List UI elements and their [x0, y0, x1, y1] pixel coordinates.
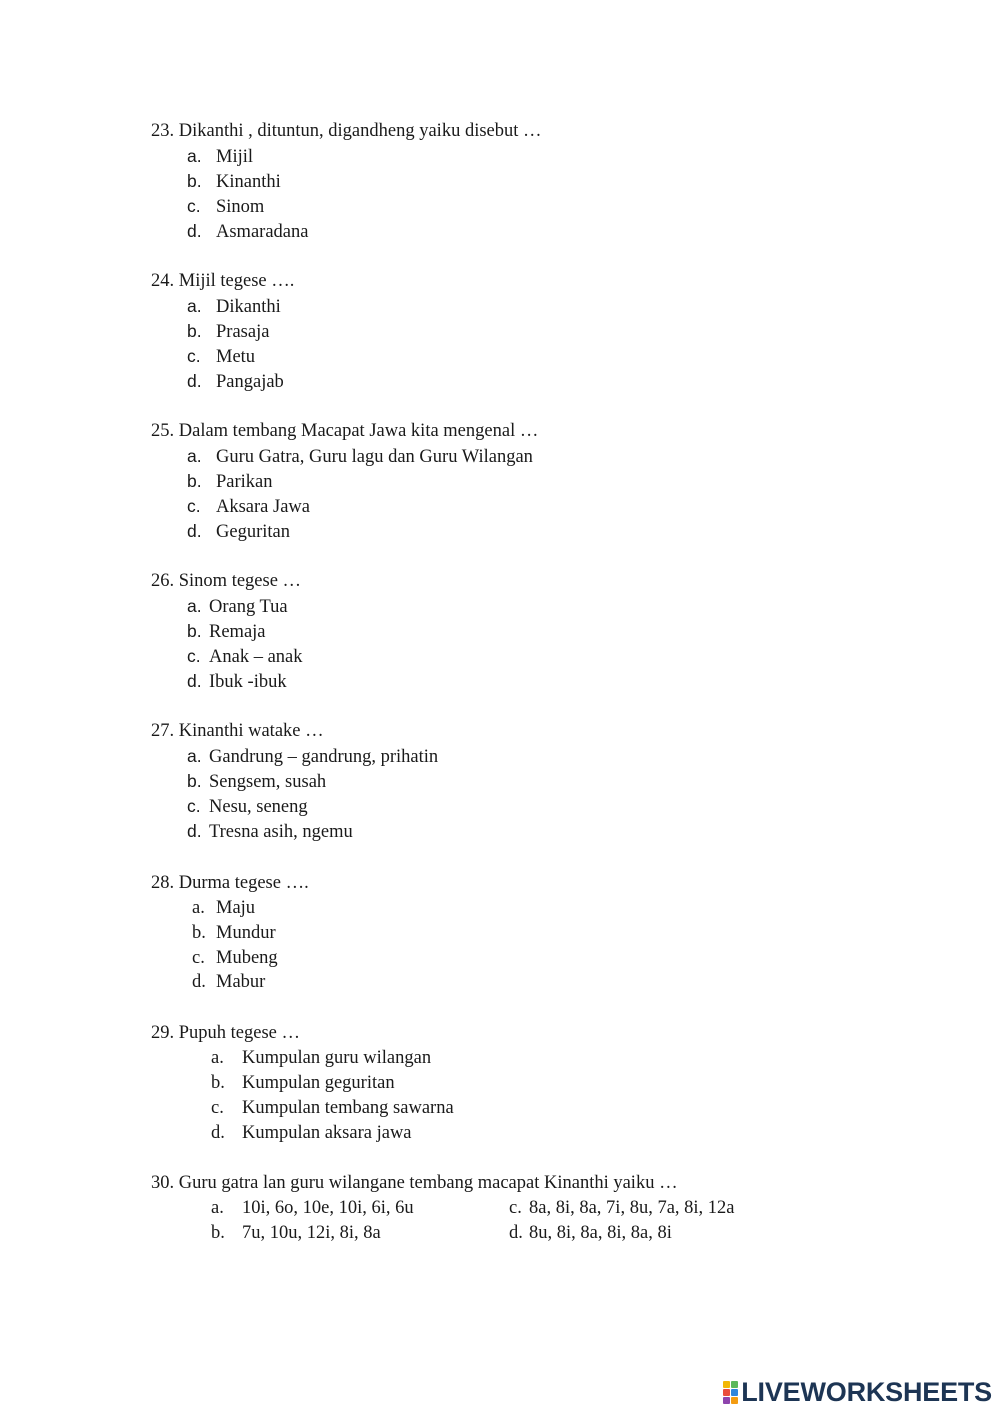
question-27-option-c[interactable]	[187, 794, 308, 820]
option-letter: d.	[187, 371, 202, 391]
option-letter: a.	[187, 746, 202, 766]
question-28-option-a[interactable]	[192, 896, 255, 921]
option-letter: a.	[187, 446, 202, 466]
option-text: Mijil	[216, 147, 254, 167]
option-text: Nesu, seneng	[209, 797, 308, 817]
option-text: Guru Gatra, Guru lagu dan Guru Wilangan	[216, 447, 533, 467]
option-text: Aksara Jawa	[216, 497, 310, 517]
option-text: Kumpulan guru wilangan	[242, 1048, 432, 1068]
option-text: Kumpulan geguritan	[242, 1073, 395, 1093]
question-25-option-d[interactable]	[187, 519, 290, 545]
option-letter: c.	[187, 646, 201, 666]
option-text: Geguritan	[216, 522, 290, 542]
option-letter: b.	[187, 771, 202, 791]
question-26-option-d[interactable]	[187, 669, 287, 695]
question-27-option-a[interactable]	[187, 744, 438, 770]
option-text: Kumpulan aksara jawa	[242, 1123, 412, 1143]
liveworksheets-logo[interactable]	[723, 1377, 992, 1407]
option-text: Dikanthi	[216, 297, 281, 317]
logo-square	[723, 1389, 730, 1396]
option-letter: b.	[187, 171, 202, 191]
option-letter: a.	[187, 296, 202, 316]
question-26-option-b[interactable]	[187, 619, 266, 645]
question-23-option-a[interactable]	[187, 144, 253, 170]
option-text: Tresna asih, ngemu	[209, 822, 353, 842]
option-text: Mabur	[216, 972, 266, 992]
logo-square	[723, 1381, 730, 1388]
option-letter: b.	[187, 321, 202, 341]
option-letter: d.	[187, 821, 202, 841]
liveworksheets-mark-icon	[723, 1381, 738, 1404]
question-29-option-d[interactable]	[211, 1121, 412, 1146]
logo-square	[723, 1397, 730, 1404]
logo-square	[731, 1381, 738, 1388]
option-letter: b.	[211, 1073, 225, 1093]
question-30-option-a[interactable]	[211, 1196, 414, 1221]
question-27: 27. Kinanthi watake …	[151, 721, 324, 741]
question-24-option-d[interactable]	[187, 369, 284, 395]
question-23: 23. Dikanthi , dituntun, digandheng yaiku disebut …	[151, 121, 542, 141]
option-text: Asmaradana	[216, 222, 309, 242]
option-text: Pangajab	[216, 372, 284, 392]
question-26-option-c[interactable]	[187, 644, 303, 670]
question-29-option-a[interactable]	[211, 1046, 431, 1071]
option-text: 7u, 10u, 12i, 8i, 8a	[242, 1223, 381, 1243]
logo-text: LIVEWORKSHEETS	[741, 1376, 992, 1407]
question-23-option-d[interactable]	[187, 219, 308, 245]
option-letter: b.	[192, 923, 206, 943]
option-letter: d.	[187, 521, 202, 541]
question-30-option-b[interactable]	[211, 1221, 381, 1246]
option-letter: a.	[211, 1048, 224, 1068]
question-28-option-c[interactable]	[192, 946, 278, 971]
option-text: Ibuk -ibuk	[209, 672, 287, 692]
question-27-option-d[interactable]	[187, 819, 353, 845]
question-29: 29. Pupuh tegese …	[151, 1023, 301, 1043]
option-letter: c.	[187, 346, 201, 366]
option-letter: c.	[187, 496, 201, 516]
option-letter: d.	[187, 671, 202, 691]
question-25: 25. Dalam tembang Macapat Jawa kita mengenal …	[151, 421, 539, 441]
option-letter: d.	[192, 972, 206, 992]
option-text: Parikan	[216, 472, 273, 492]
logo-square	[731, 1389, 738, 1396]
question-24-option-a[interactable]	[187, 294, 281, 320]
option-letter: a.	[187, 146, 202, 166]
option-letter: a.	[211, 1198, 224, 1218]
question-28-option-b[interactable]	[192, 921, 276, 946]
option-text: Mundur	[216, 923, 276, 943]
option-text: Anak – anak	[209, 647, 303, 667]
option-letter: d.	[187, 221, 202, 241]
question-30-option-d[interactable]	[509, 1221, 672, 1246]
question-28: 28. Durma tegese ….	[151, 873, 309, 893]
question-28-option-d[interactable]	[192, 970, 265, 995]
option-text: Kumpulan tembang sawarna	[242, 1098, 454, 1118]
question-23-option-c[interactable]	[187, 194, 264, 220]
question-25-option-c[interactable]	[187, 494, 310, 520]
question-26: 26. Sinom tegese …	[151, 571, 302, 591]
question-23-option-b[interactable]	[187, 169, 281, 195]
option-letter: b.	[187, 621, 202, 641]
question-30-option-c[interactable]	[509, 1196, 735, 1221]
logo-square	[731, 1397, 738, 1404]
question-24: 24. Mijil tegese ….	[151, 271, 295, 291]
option-letter: c.	[187, 196, 201, 216]
option-letter: a.	[187, 596, 202, 616]
option-text: Sinom	[216, 197, 265, 217]
option-text: Metu	[216, 347, 256, 367]
option-letter: c.	[187, 796, 201, 816]
option-text: Sengsem, susah	[209, 772, 327, 792]
option-letter: c.	[509, 1198, 522, 1218]
option-text: 8a, 8i, 8a, 7i, 8u, 7a, 8i, 12a	[529, 1198, 735, 1218]
question-24-option-b[interactable]	[187, 319, 269, 345]
option-letter: a.	[192, 898, 205, 918]
option-text: Gandrung – gandrung, prihatin	[209, 747, 439, 767]
option-letter: d.	[509, 1223, 523, 1243]
option-letter: c.	[211, 1098, 224, 1118]
question-24-option-c[interactable]	[187, 344, 255, 370]
option-letter: b.	[211, 1223, 225, 1243]
question-27-option-b[interactable]	[187, 769, 326, 795]
option-text: Orang Tua	[209, 597, 288, 617]
question-30: 30. Guru gatra lan guru wilangane tembang macapat Kinanthi yaiku …	[151, 1173, 678, 1193]
option-text: Mubeng	[216, 948, 278, 968]
option-letter: b.	[187, 471, 202, 491]
option-text: Remaja	[209, 622, 266, 642]
option-text: 8u, 8i, 8a, 8i, 8a, 8i	[529, 1223, 672, 1243]
question-26-option-a[interactable]	[187, 594, 288, 620]
option-text: Maju	[216, 898, 256, 918]
question-25-option-a[interactable]	[187, 444, 533, 470]
option-letter: d.	[211, 1123, 225, 1143]
option-text: 10i, 6o, 10e, 10i, 6i, 6u	[242, 1198, 414, 1218]
option-letter: c.	[192, 948, 205, 968]
option-text: Prasaja	[216, 322, 270, 342]
question-29-option-b[interactable]	[211, 1071, 395, 1096]
question-29-option-c[interactable]	[211, 1096, 454, 1121]
question-25-option-b[interactable]	[187, 469, 273, 495]
option-text: Kinanthi	[216, 172, 281, 192]
